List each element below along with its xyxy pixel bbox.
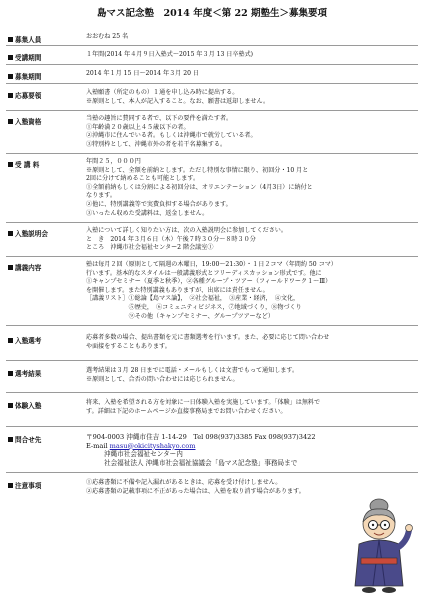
section-text-application-guide: 入塾願書（所定のもの）１通を申し込み時に提出する。 ※原則として、本人が記入すること。なお、願書は返却しません。 bbox=[86, 89, 270, 105]
section-text-tuition: 年間２５，０００円 ※原則として、全額を前納とします。ただし特別な事情に限り、初回分・10 月と 2回に分けて納めることも可能とします。 ①全額前納もしくは分割による初回分は、オリエンテーション（4月3日）に納付と なります。 ②他に、特別講義等で実費負担する場合があります。 ③いったん収めた受講料は、返金しません。 bbox=[86, 158, 313, 217]
section-label-course-period: 受講期間 bbox=[8, 52, 41, 62]
square-bullet-icon bbox=[8, 231, 13, 236]
divider bbox=[6, 256, 418, 257]
section-text-notes: ①応募書類に不備や記入漏れがあるときは、応募を受け付けしません。 ②応募書類の記載事項に不正があった場合は、入塾を取り消す場合があります。 bbox=[86, 479, 305, 495]
section-text-recruit-count: おおむね 25 名 bbox=[86, 33, 129, 40]
section-text-course-period: １年間(2014 年４月９日入塾式～2015 年３月 13 日卒塾式) bbox=[86, 51, 254, 58]
contact-org-1: 沖縄市社会福祉センター内 bbox=[104, 450, 183, 459]
section-text-lecture-content: 塾は毎月２回（原則として隔週の木曜日，19:00～21:30）・１日２コマ（年間約 50 コマ） 行います。基本的なスタイルは一般講義形式とフリーディスカッション形式です。他に ①キャンプセミナー（夏季と秋季），②各種グループ・ツアー（フィールドワーク１～Ⅲ） を開催します。また特別講義もありますが、出席には責任ません。 ［講義リスト］①総論【島マス論】， ②社会福祉， ③産業・経済， ④文化， ⑤歴史， ⑥コミュニティビジネス，⑦地域づくり，⑧物づくり ⑨その他（キャンプセミナー、グループツアーなど） bbox=[86, 261, 337, 320]
square-bullet-icon bbox=[8, 162, 13, 167]
square-bullet-icon bbox=[8, 483, 13, 488]
divider bbox=[6, 426, 418, 427]
square-bullet-icon bbox=[8, 119, 13, 124]
square-bullet-icon bbox=[8, 74, 13, 79]
square-bullet-icon bbox=[8, 338, 13, 343]
section-text-eligibility: 当塾の趣旨に賛同する者で、以下の要件を満たす者。 ①年齢満２０歳以上４５歳以下の者。 ②沖縄市に住んでいる者。もしくは沖縄市で就労している者。 ③特別枠として、沖縄市外の者を若干名募集する。 bbox=[86, 115, 257, 148]
divider bbox=[6, 222, 418, 223]
divider bbox=[6, 64, 418, 65]
section-label-tuition: 受 講 料 bbox=[8, 159, 39, 169]
square-bullet-icon bbox=[8, 371, 13, 376]
divider bbox=[6, 360, 418, 361]
section-label-contact: 問合せ先 bbox=[8, 434, 41, 444]
square-bullet-icon bbox=[8, 437, 13, 442]
divider bbox=[6, 325, 418, 326]
email-label: E-mail bbox=[86, 441, 110, 450]
section-label-recruit-count: 募集人員 bbox=[8, 34, 41, 44]
section-label-notes: 注意事項 bbox=[8, 480, 41, 490]
square-bullet-icon bbox=[8, 403, 13, 408]
square-bullet-icon bbox=[8, 55, 13, 60]
divider bbox=[6, 153, 418, 154]
page-title: 島マス記念塾 2014 年度＜第 22 期塾生＞募集要項 bbox=[96, 8, 328, 19]
divider bbox=[6, 392, 418, 393]
divider bbox=[6, 472, 418, 473]
section-text-selection: 応募者多数の場合、提出書類を元に書類選考を行います。また、必要に応じて問い合わせ や面接をすることもあります。 bbox=[86, 334, 330, 350]
section-label-application-guide: 応募要領 bbox=[8, 90, 41, 100]
section-label-trial: 体験入塾 bbox=[8, 400, 41, 410]
divider bbox=[6, 83, 418, 84]
section-label-eligibility: 入塾資格 bbox=[8, 116, 41, 126]
square-bullet-icon bbox=[8, 93, 13, 98]
section-label-lecture-content: 講義内容 bbox=[8, 262, 41, 272]
section-text-trial: 将来、入塾を希望される方を対象に一日体験入塾を実施しています。「体験」は無料で す。詳細は下記のホームページか直接事務局までお問い合わせください。 bbox=[86, 399, 321, 415]
section-label-application-period: 募集期間 bbox=[8, 71, 41, 81]
section-text-info-session: 入塾について詳しく知りたい方は、次の入塾説明会に参加してください。 と き 2014 年３月６日（木）午後７時３０分～８時３０分 ところ 沖縄市社会福祉センター2 階会議室① bbox=[86, 227, 287, 252]
divider bbox=[6, 45, 418, 46]
section-label-selection-result: 選考結果 bbox=[8, 368, 41, 378]
divider bbox=[6, 110, 418, 111]
section-text-selection-result: 選考結果は３月 28 日までに電話・メールもしくは文書でもって通知します。 ※原則として、合否の問い合わせには応じられません。 bbox=[86, 367, 299, 383]
contact-org-2: 社会福祉法人 沖縄市社会福祉協議会「島マス記念塾」事務局まで bbox=[104, 458, 298, 467]
email-link[interactable]: masu@okicityshakyo.com bbox=[109, 441, 196, 450]
square-bullet-icon bbox=[8, 37, 13, 42]
square-bullet-icon bbox=[8, 265, 13, 270]
section-label-selection: 入塾選考 bbox=[8, 335, 41, 345]
section-label-info-session: 入塾説明会 bbox=[8, 228, 48, 238]
elderly-woman-illustration bbox=[343, 498, 417, 596]
section-text-contact bbox=[86, 433, 316, 467]
contact-address: 〒904-0003 沖縄市住吉 1-14-29 Tel 098(937)3385 Fax 098(937)3422 bbox=[86, 433, 316, 441]
section-text-application-period: 2014 年１月 15 日～2014 年３月 20 日 bbox=[86, 70, 199, 77]
